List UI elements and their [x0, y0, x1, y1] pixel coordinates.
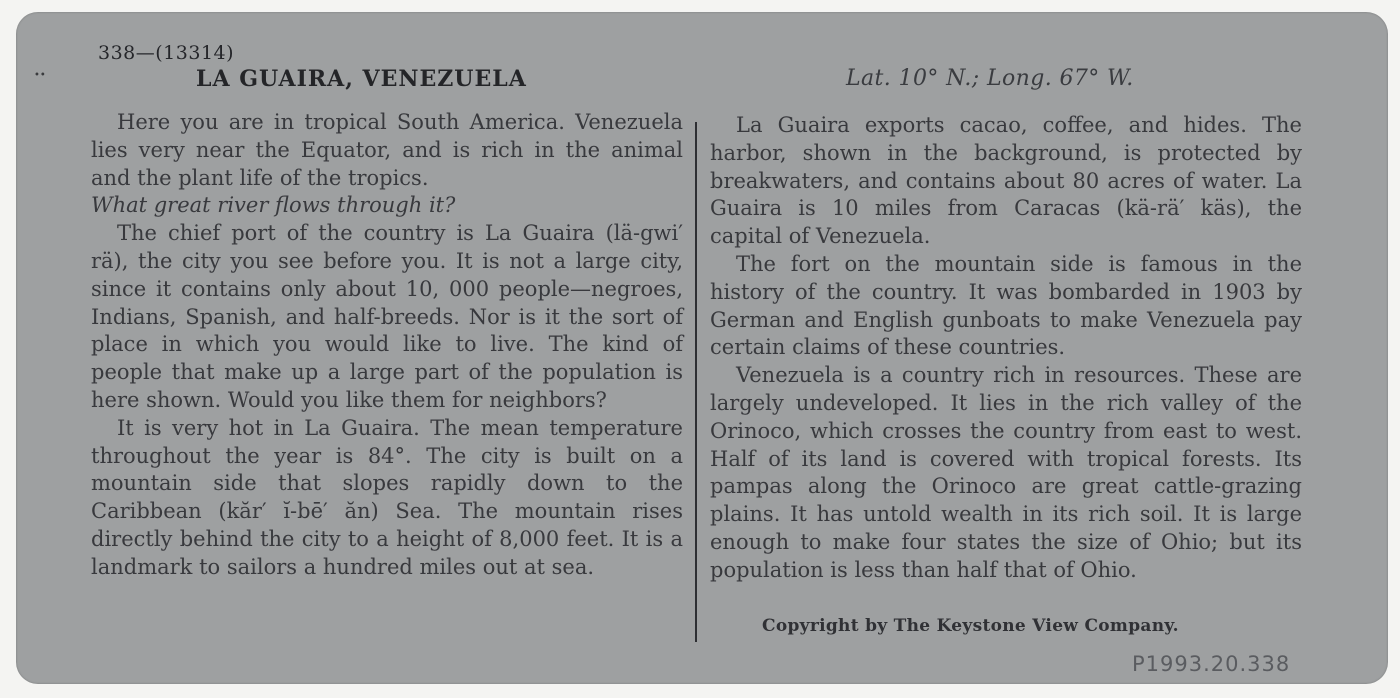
resources-paragraph: Venezuela is a country rich in resources. These are largely undeveloped. It lies in the rich valley of the Orinoco, which crosses the country from east to west. Half of its land is covered with tropical forests. Its pampas along the Orinoco are great cattle-grazing plains. It has untold wealth in its rich soil. It is large enough to make four states the size of Ohio; but its population is less than half that of Ohio. — [710, 363, 1302, 582]
copyright-line: Copyright by The Keystone View Company. — [762, 616, 1179, 636]
left-text-column — [91, 109, 683, 582]
card-title: LA GUAIRA, VENEZUELA — [196, 66, 527, 92]
intro-paragraph: Here you are in tropical South America. Venezuela lies very near the Equator, and is rich in the animal and the plant life of the tropics. — [91, 110, 683, 190]
fort-paragraph: The fort on the mountain side is famous in the history of the country. It was bombarded in 1903 by German and English gunboats to make Venezuela pay certain claims of these countries. — [710, 251, 1302, 360]
stereograph-card-back — [16, 12, 1388, 684]
reference-number: 338—(13314) — [98, 42, 235, 64]
climate-paragraph: It is very hot in La Guaira. The mean temperature throughout the year is 84°. The city is built on a mountain side that slopes rapidly down to the Caribbean (kăr′ ĭ-bē′ ăn) Sea. The mountain rises directly behind the city to a height of 8,000 feet. It is a landmark to sailors a hundred miles out at sea. — [91, 415, 683, 579]
right-text-column — [710, 112, 1302, 585]
exports-paragraph: La Guaira exports cacao, coffee, and hides. The harbor, shown in the background, is protected by breakwaters, and contains about 80 acres of water. La Guaira is 10 miles from Caracas (kä-rä′ käs), the capital of Venezuela. — [710, 113, 1302, 249]
port-paragraph: The chief port of the country is La Guaira (lä-gwi′ rä), the city you see before you. It is not a large city, since it contains only about 10, 000 people—negroes, Indians, Spanish, and half-breeds. Nor is it the sort of place in which you would like to live. The kind of people that make up a large part of the population is here shown. Would you like them for neighbors? — [91, 221, 683, 412]
column-divider — [695, 122, 697, 642]
coordinates: Lat. 10° N.; Long. 67° W. — [846, 66, 1134, 91]
corner-mark: •• — [34, 70, 46, 81]
question-line: What great river flows through it? — [91, 193, 456, 218]
accession-number: P1993.20.338 — [1132, 652, 1291, 676]
